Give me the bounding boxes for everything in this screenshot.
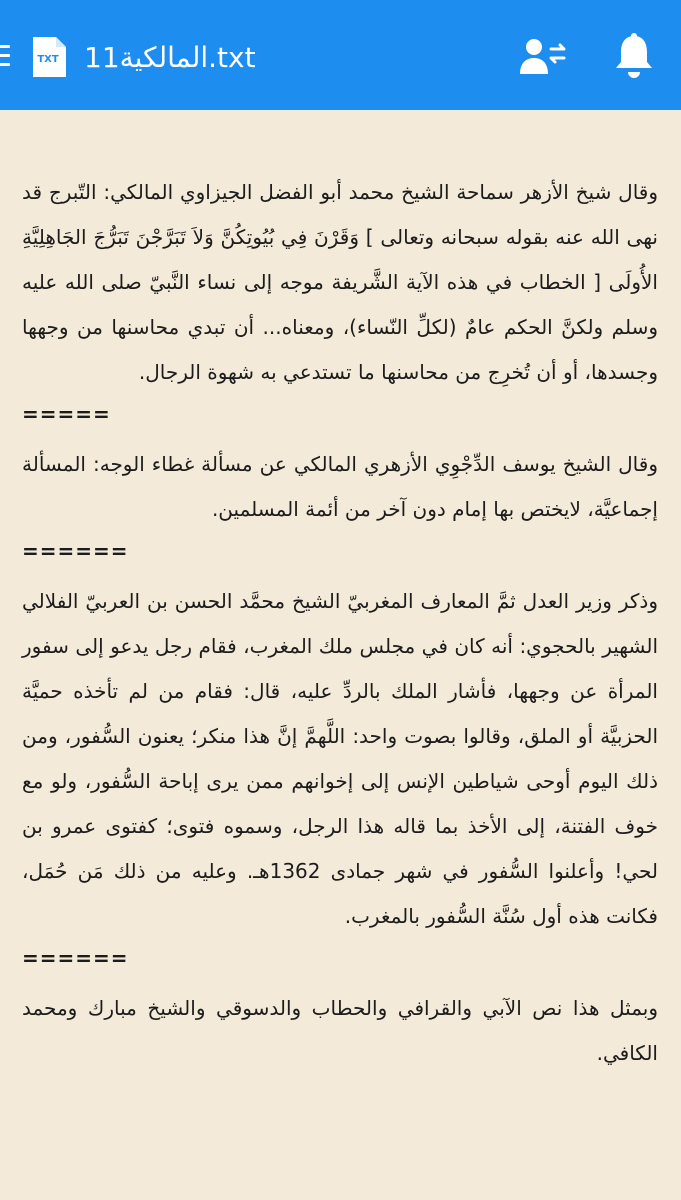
separator: ====== (22, 539, 129, 563)
document-content (22, 170, 658, 1076)
paragraph-azhar-sheikh: وقال شيخ الأزهر سماحة الشيخ محمد أبو الفضل الجيزاوي المالكي: التّبرج قد نهى الله عنه بقوله سبحانه وتعالى ] وَقَرْنَ فِي بُيُوتِكُنَّ وَلاَ تَبَرَّجْنَ تَبَرُّجَ الجَاهِلِيَّةِ الأُولَى [ الخطاب في هذه الآية الشَّريفة موجه إلى نساء النَّبيّ صلى الله عليه وسلم ولكنَّ الحكم عامٌ (لكلِّ النّساء)، ومعناه... أن تبدي محاسنها من وجهها وجسدها، أو أن تُخرِج من محاسنها ما تستدعي به شهوة الرجال. (22, 180, 658, 384)
separator: ===== (22, 402, 111, 426)
txt-file-icon (30, 35, 68, 79)
menu-icon[interactable] (0, 45, 10, 67)
switch-user-icon[interactable] (520, 36, 568, 76)
paragraph-hajwi: وذكر وزير العدل ثمَّ المعارف المغربيّ الشيخ محمَّد الحسن بن العربيّ الفلالي الشهير بالحجوي: أنه كان في مجلس ملك المغرب، فقام رجل يدعو إلى سفور المرأة عن وجهها، فأشار الملك بالردِّ عليه، قال: فقام من لم تأخذه حميَّة الحزبيَّة أو الملق، وقالوا بصوت واحد: اللَّهمَّ إنَّ هذا منكر؛ يعنون السُّفور، ومن ذلك اليوم أوحى شياطين الإنس إلى إخوانهم ممن يرى إباحة السُّفور، ولو مع خوف الفتنة، إلى الأخذ بما قاله هذا الرجل، وسموه فتوى؛ كفتوى عمرو بن لحي! وأعلنوا السُّفور في شهر جمادى 1362هـ. وعليه من ذلك مَن حُمَل، فكانت هذه أول سُنَّة السُّفور بالمغرب. (22, 589, 659, 928)
paragraph-dijwi: وقال الشيخ يوسف الدِّجْوِي الأزهري المالكي عن مسألة غطاء الوجه: المسألة إجماعيَّة، لايختص بها إمام دون آخر من أئمة المسلمين. (22, 452, 658, 521)
app-bar (0, 0, 681, 110)
paragraph-scholars: وبمثل هذا نص الآبي والقرافي والحطاب والدسوقي والشيخ مبارك ومحمد الكافي. (22, 996, 658, 1065)
separator: ====== (22, 946, 129, 970)
file-icon-label: TXT (37, 54, 59, 65)
bell-icon[interactable] (614, 32, 654, 80)
document-title: المالكية11.txt (84, 41, 256, 74)
